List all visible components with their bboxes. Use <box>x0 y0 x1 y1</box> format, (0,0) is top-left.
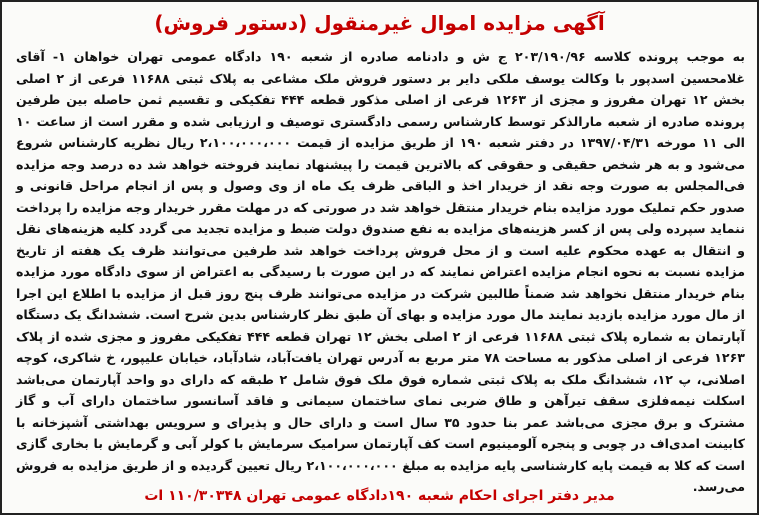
notice-title: آگهی مزایده اموال غیرمنقول (دستور فروش) <box>154 11 605 35</box>
notice-body: به موجب پرونده کلاسه ۲۰۳/۱۹۰/۹۶ ج ش و دادنامه صادره از شعبه ۱۹۰ دادگاه عمومی تهران خواهان ۱- آقای غلامحسین اسدپور با وکالت یوسف ملکی دایر بر دستور فروش ملک مشاعی به پلاک ثبتی ۱۱۶۸۸ فرعی از ۲ اصلی بخش ۱۲ تهران مفروز و مجزی از ۱۲۶۳ فرعی از اصلی مذکور قطعه ۴۴۴ تفکیکی و تقسیم ثمن حاصله بین طرفین پرونده صادره از شعبه مارالذکر توسط کارشناس رسمی دادگستری توصیف و ارزیابی شده و مقرر است از ساعت ۱۰ الی ۱۱ مورخه ۱۳۹۷/۰۴/۳۱ در دفتر شعبه ۱۹۰ از طریق مزایده از قیمت ۲،۱۰۰،۰۰۰،۰۰۰ ریال نظریه کارشناس شروع می‌شود و به هر شخص حقیقی و حقوقی که بالاترین قیمت را پیشنهاد نمایند فروخته خواهد شد ده درصد وجه مزایده فی‌المجلس به صورت وجه نقد از خریدار اخذ و الباقی ظرف یک ماه از وی وصول و پس از انجام مراحل قانونی و صدور حکم تملیک مورد مزایده بنام خریدار منتقل خواهد شد در صورتی که در مهلت مقرر خریدار وجه مزایده را پرداخت ننماید سپرده ولی پس از کسر هزینه‌های مزایده به نفع صندوق دولت ضبط و مزایده تجدید می گردد کلیه هزینه‌های نقل و انتقال به عهده محکوم علیه است و از محل فروش پرداخت خواهد شد طرفین می‌توانند ظرف یک هفته از تاریخ مزایده نسبت به نحوه انجام مزایده اعتراض نمایند که در این صورت با رسیدگی به اعتراض از سوی دادگاه مورد مزایده بنام خریدار منتقل نخواهد شد ضمناً طالبین شرکت در مزایده می‌توانند ظرف پنج روز قبل از مزایده با اطلاع این اجرا از مال مورد مزایده بازدید نمایند مال مورد مزایده و بهای آن طبق نظر کارشناس بدین شرح است. ششدانگ یک دستگاه آپارتمان به شماره پلاک ثبتی ۱۱۶۸۸ فرعی از ۲ اصلی بخش ۱۲ تهران قطعه ۴۴۴ تفکیکی مفروز و مجزی شده از پلاک ۱۲۶۳ فرعی از اصلی مذکور به مساحت ۷۸ متر مربع به آدرس تهران یافت‌آباد، شادآباد، خیابان علیپور، خ شاکری، کوچه اصلانی، پ ۱۲، ششدانگ ملک به پلاک ثبتی شماره فوق ملک فوق شامل ۲ طبقه که دارای دو واحد آپارتمان می‌باشد اسکلت نیمه‌فلزی سقف تیرآهن و طاق ضربی نمای ساختمان سیمانی و فاقد آسانسور ساختمان دارای آب و گاز مشترک و برق مجزی می‌باشد عمر بنا حدود ۳۵ سال است و دارای حال و پذیرای و سرویس بهداشتی آشپزخانه با کابینت امدی‌اف در چوبی و پنجره آلومینیوم است کف آپارتمان سرامیک سرمایش با کولر آبی و گرمایش با بخاری گازی است که کلا به قیمت پایه کارشناسی پایه مزایده به مبلغ ۲،۱۰۰،۰۰۰،۰۰۰ ریال تعیین گردیده و از طریق مزایده به فروش می‌رسد. <box>16 49 746 494</box>
notice-signature: مدیر دفتر اجرای احکام شعبه ۱۹۰دادگاه عمومی تهران ۱۱۰/۳۰۳۴۸ ات <box>144 488 615 504</box>
